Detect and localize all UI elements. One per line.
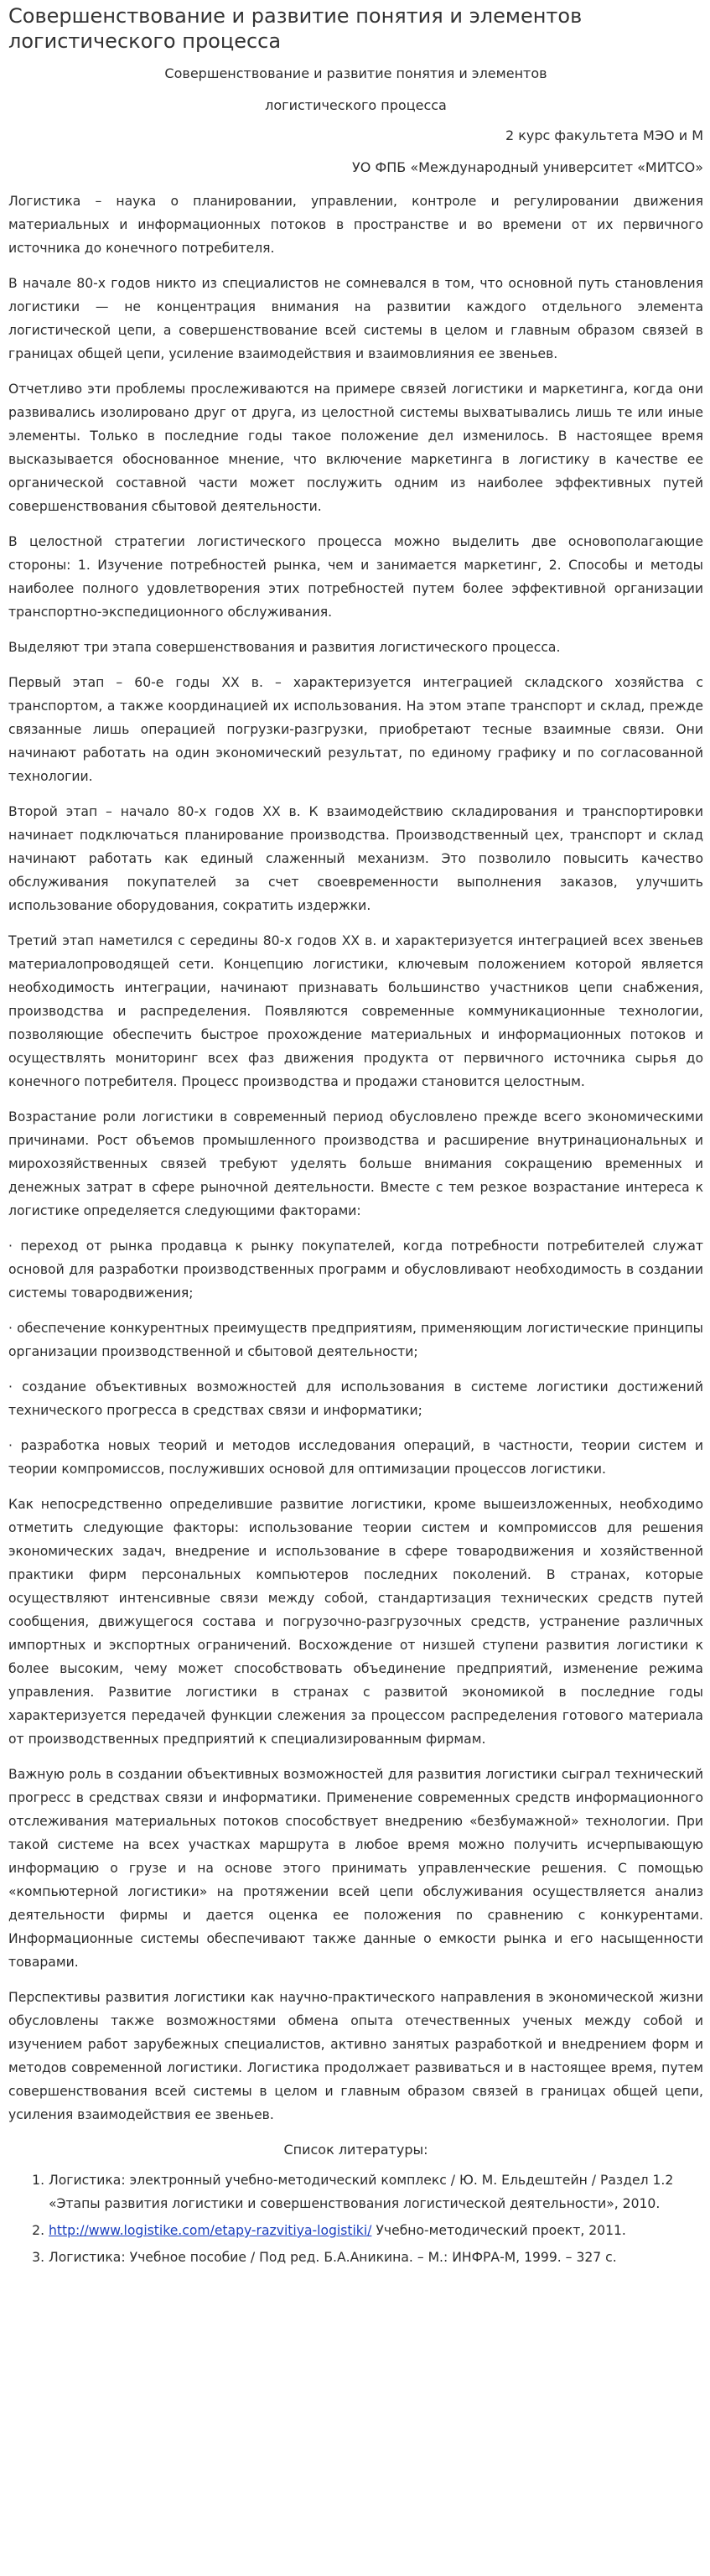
literature-item-text: Логистика: Учебное пособие / Под ред. Б.А.Аникина. – М.: ИНФРА-М, 1999. – 327 с. [49, 2250, 617, 2265]
paragraph: Как непосредственно определившие развитие логистики, кроме вышеизложенных, необходимо отметить следующие факторы: использование теории систем и компромиссов для решения экономических задач, внедрение и использование в сфере товародвижения и хозяйственной практики фирм персональных компьютеров последних поколений. В странах, которые осуществляют интенсивные связи между собой, стандартизация технических средств путей сообщения, движущегося состава и погрузочно-разгрузочных средств, устранение различных импортных и экспортных ограничений. Восхождение от низшей ступени развития логистики к более высоким, чему может способствовать объединение предприятий, изменение режима управления. Развитие логистики в странах с развитой экономикой в последние годы характеризуется передачей функции слежения за процессом распределения готового материала от производственных предприятий к специализированным фирмам. [8, 1497, 703, 1747]
paragraph: Отчетливо эти проблемы прослеживаются на примере связей логистики и маркетинга, когда они развивались изолировано друг от друга, из целостной системы выхватывались лишь те или иные элементы. Только в последние годы такое положение дел изменилось. В настоящее время высказывается обоснованное мнение, что включение маркетинга в логистику в качестве ее органической составной части может послужить одним из наиболее эффективных путей совершенствования сбытовой деятельности. [8, 382, 703, 514]
paragraph: Логистика – наука о планировании, управлении, контроле и регулировании движения материальных и информационных потоков в пространстве и во времени от их первичного источника до конечного потребителя. [8, 194, 703, 256]
bullet-item: · создание объективных возможностей для использования в системе логистики достижений технического прогресса в средствах связи и информатики; [8, 1379, 703, 1418]
paragraph: Третий этап наметился с середины 80-х годов XX в. и характеризуется интеграцией всех звеньев материалопроводящей сети. Концепцию логистики, ключевым положением которой является необходимость интеграции, начинают признавать большинство участников цепи снабжения, производства и распределения. Появляются современные коммуникационные технологии, позволяющие обеспечить быстрое прохождение материальных и информационных потоков и осуществлять мониторинг всех фаз движения продукта от первичного источника сырья до конечного потребителя. Процесс производства и продажи становится целостным. [8, 933, 703, 1089]
literature-list [8, 2168, 703, 2269]
literature-item-text: Логистика: электронный учебно-методический комплекс / Ю. М. Ельдештейн / Раздел 1.2 «Этапы развития логистики и совершенствования логистической деятельности», 2010. [49, 2173, 674, 2211]
literature-item [49, 2246, 703, 2269]
literature-item-text: Учебно-методический проект, 2011. [371, 2223, 626, 2238]
paragraph: Перспективы развития логистики как научно-практического направления в экономической жизни обусловлены также возможностями обмена опыта отечественных ученых между собой и изучением работ зарубежных специалистов, активно занятых разработкой и внедрением форм и методов современной логистики. Логистика продолжает развиваться и в настоящее время, путем совершенствования всей системы в целом и главным образом связей в границах общей цепи, усиления взаимодействия ее звеньев. [8, 1990, 703, 2122]
document-header [8, 64, 703, 178]
page-title: Совершенствование и развитие понятия и элементов логистического процесса [8, 4, 583, 53]
subtitle-line-1: Совершенствование и развитие понятия и элементов [164, 65, 547, 81]
literature-title: Список литературы: [283, 2142, 428, 2158]
bullet-item: · разработка новых теорий и методов исследования операций, в частности, теории систем и теории компромиссов, послуживших основой для оптимизации процессов логистики. [8, 1438, 703, 1477]
paragraph: В начале 80-х годов никто из специалистов не сомневался в том, что основной путь становления логистики — не концентрация внимания на развитии каждого отдельного элемента логистической цепи, а совершенствование всей системы в целом и главным образом связей в границах общей цепи, усиление взаимодействия и взаимовлияния ее звеньев. [8, 276, 703, 361]
literature-section [8, 2138, 703, 2269]
bullet-item: · переход от рынка продавца к рынку покупателей, когда потребности потребителей служат основой для разработки производственных программ и обусловливают необходимость в создании системы товародвижения; [8, 1239, 703, 1301]
subtitle-line-2: логистического процесса [265, 97, 447, 113]
university-line: УО ФПБ «Международный университет «МИТСО» [352, 159, 703, 175]
paragraph: Возрастание роли логистики в современный период обусловлено прежде всего экономическими причинами. Рост объемов промышленного производства и расширение внутринациональных и мирохозяйственных связей требуют уделять больше внимания сокращению временных и денежных затрат в сфере рыночной деятельности. Вместе с тем резкое возрастание интереса к логистике определяется следующими факторами: [8, 1109, 703, 1218]
paragraph: В целостной стратегии логистического процесса можно выделить две основополагающие стороны: 1. Изучение потребностей рынка, чем и занимается маркетинг, 2. Способы и методы наиболее полного удовлетворения этих потребностей путем более эффективной организации транспортно-экспедиционного обслуживания. [8, 534, 703, 620]
course-line: 2 курс факультета МЭО и М [505, 127, 703, 143]
article-body [8, 190, 703, 2127]
literature-item [49, 2219, 703, 2242]
paragraph: Важную роль в создании объективных возможностей для развития логистики сыграл технический прогресс в средствах связи и информатики. Применение современных средств информационного отслеживания материальных потоков способствует внедрению «безбумажной» технологии. При такой системе на всех участках маршрута в любое время можно получить исчерпывающую информацию о грузе и на основе этого принимать управленческие решения. С помощью «компьютерной логистики» на протяжении всей цепи обслуживания осуществляется анализ деятельности фирмы и дается оценка ее положения по сравнению с конкурентами. Информационные системы обеспечивают также данные о емкости рынка и его насыщенности товарами. [8, 1767, 703, 1970]
literature-link[interactable]: http://www.logistike.com/etapy-razvitiya-logistiki/ [49, 2223, 372, 2238]
literature-item [49, 2168, 703, 2215]
paragraph: Второй этап – начало 80-х годов XX в. К взаимодействию складирования и транспортировки начинает подключаться планирование производства. Производственный цех, транспорт и склад начинают работать как единый слаженный механизм. Это позволило повысить качество обслуживания покупателей за счет своевременности выполнения заказов, улучшить использование оборудования, сократить издержки. [8, 804, 703, 913]
paragraph: Выделяют три этапа совершенствования и развития логистического процесса. [8, 640, 561, 655]
bullet-item: · обеспечение конкурентных преимуществ предприятиям, применяющим логистические принципы организации производственной и сбытовой деятельности; [8, 1321, 703, 1359]
paragraph: Первый этап – 60-е годы XX в. – характеризуется интеграцией складского хозяйства с транспортом, а также координацией их использования. На этом этапе транспорт и склад, прежде связанные лишь операцией погрузки-разгрузки, приобретают тесные взаимные связи. Они начинают работать на один экономический результат, по единому графику и по согласованной технологии. [8, 675, 703, 784]
